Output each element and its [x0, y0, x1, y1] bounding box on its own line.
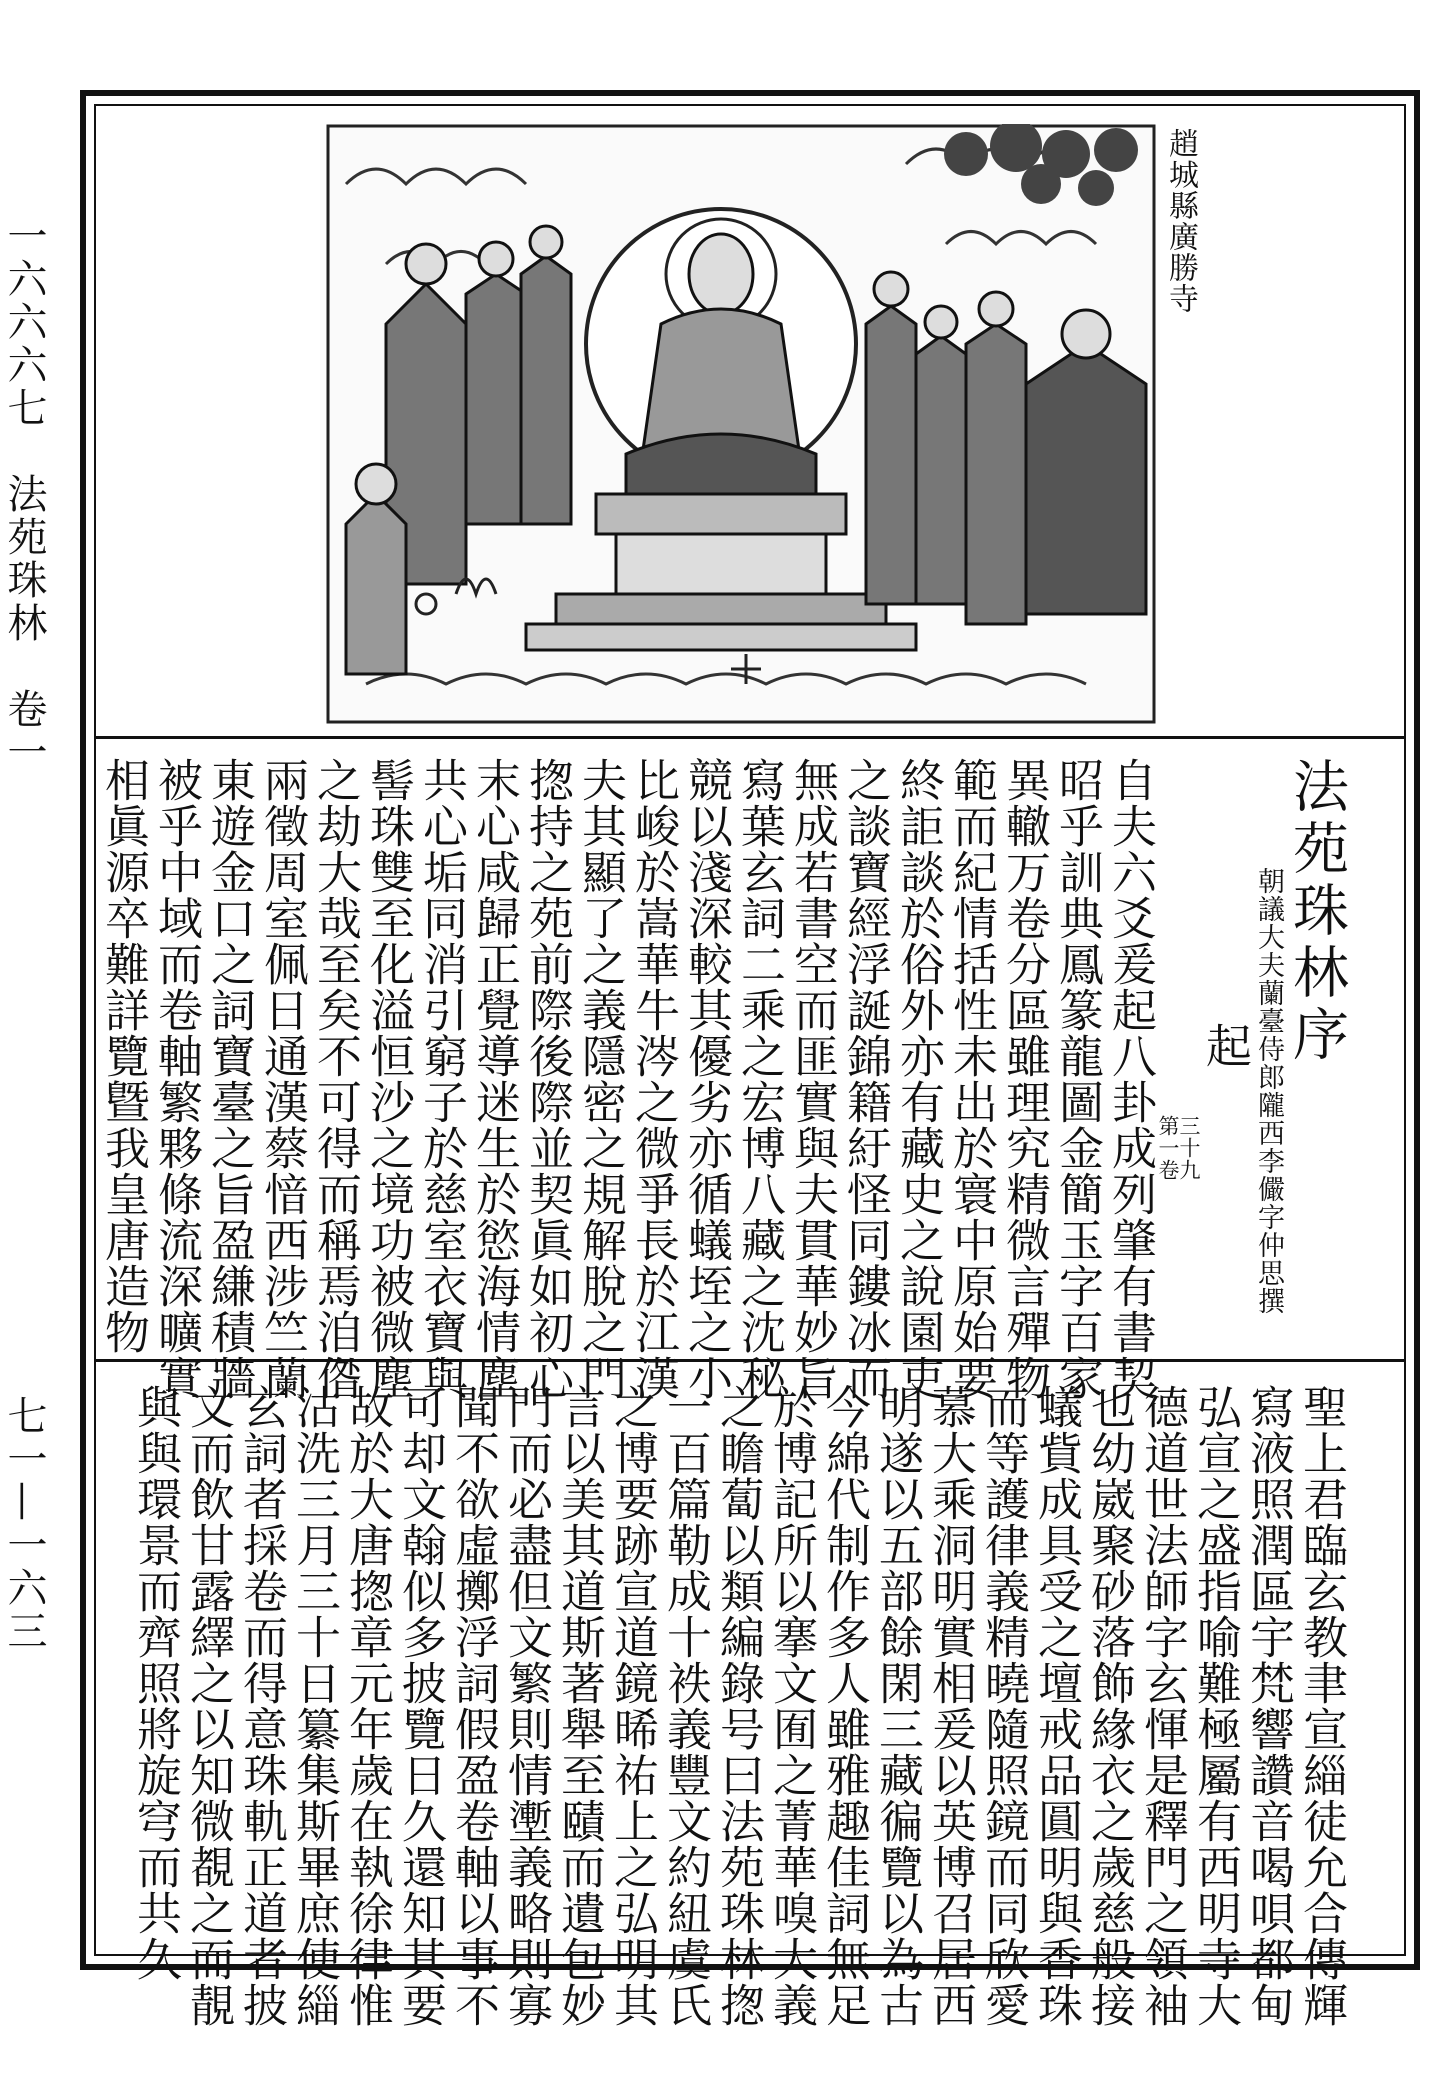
page-frame [80, 90, 1420, 2028]
continuation-text-column: 門而必盡但文繁則情壍義略則寡 [500, 1384, 553, 2028]
preface-text-column: 共心垢同消引窮子於慈室衣寶與 [415, 757, 468, 1401]
preface-text-column: 無成若書空而匪實與夫貫華妙旨 [786, 757, 839, 1401]
preface-text-column: 比峻於嵩華牛涔之微爭長於江漢 [627, 757, 680, 1401]
continuation-text-column: 沽洗三月三十日纂集斯畢庶使緇 [288, 1384, 341, 2028]
continuation-text-column: 明遂以五部餘閑三藏徧覽以為古 [871, 1384, 924, 2028]
preface-mark-volume: 第一卷 [1156, 1115, 1180, 1181]
continuation-text-column: 聞不欲虛擲浮詞假盈卷軸以事不 [447, 1384, 500, 2028]
side-margin-page-number: 七一—一六三 [1, 1395, 47, 1653]
preface-text-column: 髻珠雙至化溢恒沙之境功被微塵 [362, 757, 415, 1401]
continuation-panel [96, 1362, 1404, 2028]
preface-byline [1255, 757, 1282, 1401]
continuation-text-column: 於博記所以搴文囿之菁華嗅大義 [765, 1384, 818, 2028]
continuation-text-column: 故於大唐揔章元年歲在執徐律惟 [341, 1384, 394, 2028]
continuation-text-column: 言以美其道斯著舉至賾而遺包妙 [553, 1384, 606, 2028]
preface-volume-numbers [1157, 757, 1199, 1401]
continuation-columns [125, 1384, 1348, 2028]
illustration-caption: 趙城縣廣勝寺 [1163, 128, 1198, 314]
continuation-text-column: 也幼崴聚砂落飾緣衣之歲慈般接 [1083, 1384, 1136, 2028]
preface-author: 朝議大夫蘭臺侍郎隴西李儼字仲思撰 [1253, 867, 1284, 1315]
continuation-text-column: 慕大乘洞明實相爰以英博召居西 [924, 1384, 977, 2028]
continuation-text-column: 蟻貲成具受之壇戒品圓明與香珠 [1030, 1384, 1083, 2028]
preface-text-column: 夫其顯了之義隱密之規解脫之門 [574, 757, 627, 1401]
preface-text-column: 範而紀情括性未出於寰中原始要 [945, 757, 998, 1401]
continuation-text-column: 而等護律義精曉隨照鏡而同欣愛 [977, 1384, 1030, 2028]
continuation-text-column: 聖上君臨玄教聿宣緇徒允合傳輝 [1295, 1384, 1348, 2028]
preface-text-column: 相眞源卒難詳覽曁我皇唐造物 [97, 757, 150, 1355]
preface-text-column: 寫葉玄詞二乘之宏博八藏之沈秘 [733, 757, 786, 1401]
preface-text-column: 異轍万卷分區雖理究精微言殫物 [998, 757, 1051, 1401]
continuation-text-column: 寫液照潤區宇梵響讚音喝唄都甸 [1242, 1384, 1295, 2028]
illustration-panel [96, 106, 1404, 739]
continuation-text-column: 德道世法師字玄惲是釋門之領袖 [1136, 1384, 1189, 2028]
continuation-text-column: 今綿代制作多人雖雅趣佳詞無足 [818, 1384, 871, 2028]
preface-text-column: 兩徵周室佩日通漢蔡愔西涉竺蘭 [256, 757, 309, 1401]
continuation-text-column: 之博要跡宣道鏡晞祐上之弘明其 [606, 1384, 659, 2028]
continuation-text-column: 與與環景而齊照將旋穹而共久 [129, 1384, 182, 1982]
preface-text-column: 被乎中域而卷軸繁夥條流深曠實 [150, 757, 203, 1401]
preface-text-column: 之談寶經浮誕錦籍紆怪同鏤冰而 [839, 757, 892, 1401]
preface-mark-number: 三十九 [1177, 1115, 1201, 1181]
preface-text-column: 競以淺深較其優劣亦循蟻垤之小 [680, 757, 733, 1401]
preface-text-column: 自夫六爻爰起八卦成列肇有書契 [1104, 757, 1157, 1401]
preface-mark-qi: 起 [1199, 1022, 1253, 1069]
preface-text-column: 揔持之苑前際後際並契眞如初心 [521, 757, 574, 1401]
preface-text-column: 東遊金口之詞寶臺之旨盈縑積牆 [203, 757, 256, 1401]
preface-text-column: 之劫大哉至矣不可得而稱焉洎偺 [309, 757, 362, 1401]
preface-panel [96, 739, 1404, 1401]
preface-volume-marks [1199, 757, 1253, 1401]
preface-text-column: 末心咸歸正覺導迷生於慾海情塵 [468, 757, 521, 1401]
continuation-text-column: 文而飲甘露繹之以知微覩之而靚 [182, 1384, 235, 2028]
side-margin-header: 一六六六七 法苑珠林 卷一 [1, 215, 47, 774]
page-inner-border [94, 104, 1406, 2028]
continuation-text-column: 一百篇勒成十袟義豐文約紐虞氏 [659, 1384, 712, 2028]
continuation-text-column: 可却文翰似多披覽日久還知其要 [394, 1384, 447, 2028]
frontispiece-illustration [326, 124, 1156, 724]
continuation-text-column: 玄詞者採卷而得意珠軌正道者披 [235, 1384, 288, 2028]
preface-title: 法苑珠林序 [1284, 757, 1349, 1067]
continuation-text-column: 弘宣之盛指喻難極屬有西明寺大 [1189, 1384, 1242, 2028]
preface-text-column: 昭乎訓典鳳篆龍圖金簡玉字百家 [1051, 757, 1104, 1401]
preface-columns [93, 757, 1349, 1401]
continuation-text-column: 之瞻蔔以類編錄号曰法苑珠林揔 [712, 1384, 765, 2028]
preface-text-column: 終詎談於俗外亦有藏史之說園吏 [892, 757, 945, 1401]
